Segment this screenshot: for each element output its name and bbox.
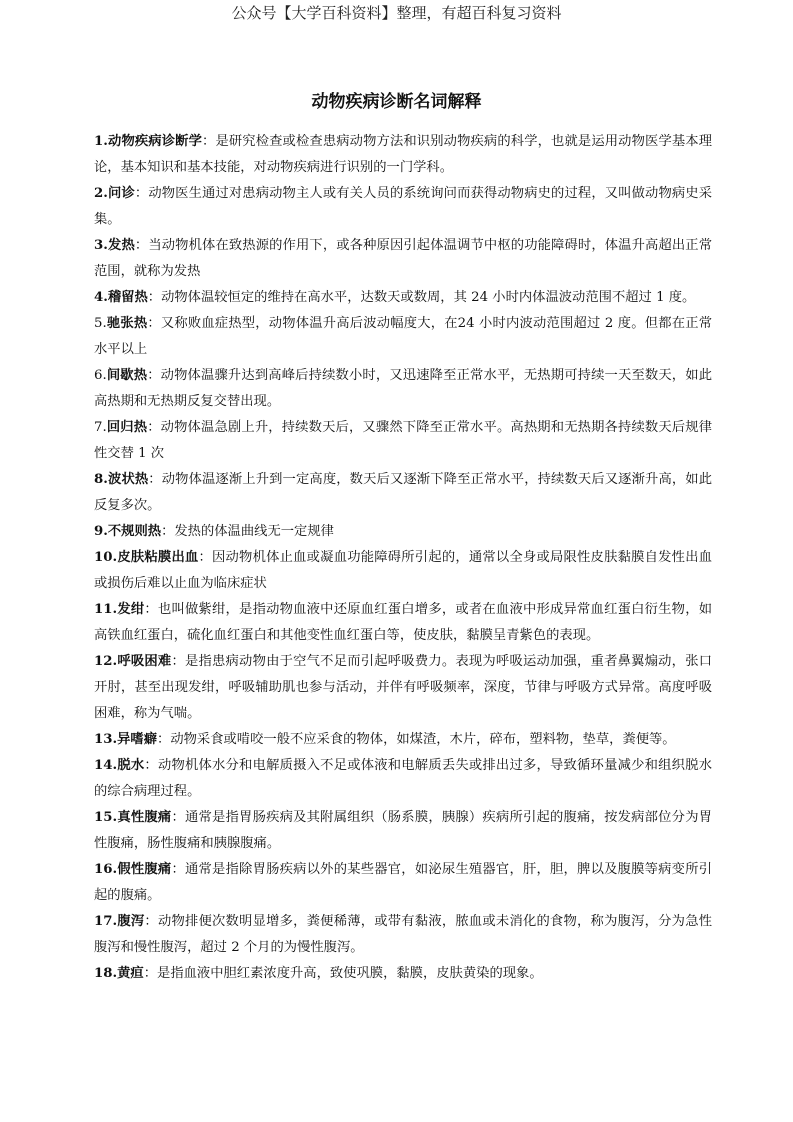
entry-number: 7. [94, 420, 107, 435]
entry-term: 驰张热 [106, 316, 148, 331]
entry-number: 9. [94, 524, 108, 539]
definition-item-17 [94, 909, 712, 961]
entry-term: 异嗜癖 [117, 732, 158, 747]
entry-term: 动物疾病诊断学 [107, 134, 202, 149]
entry-term: 脱水 [117, 758, 145, 773]
entry-definition: 动物体温骤升达到高峰后持续数小时，又迅速降至正常水平，无热期可持续一天至数天，如此高热期和无热期反复交替出现。 [94, 368, 713, 409]
entry-number: 13. [94, 732, 118, 747]
entry-number: 3. [94, 238, 108, 253]
entry-definition: 动物机体水分和电解质摄入不足或体液和电解质丢失或排出过多，导致循环量减少和组织脱水的综合病理过程。 [94, 758, 713, 799]
entry-number: 15. [94, 810, 118, 825]
entry-definition: 是指血液中胆红素浓度升高，致使巩膜，黏膜，皮肤黄染的现象。 [157, 966, 543, 981]
entry-definition: 动物体温急剧上升，持续数天后，又骤然下降至正常水平。高热期和无热期各持续数天后规律性交替 1 次 [94, 420, 713, 461]
entry-number: 16. [94, 862, 118, 877]
entry-term: 回归热 [106, 420, 148, 435]
entry-term: 皮肤粘膜出血 [117, 550, 199, 565]
entry-separator: ： [147, 420, 161, 435]
definition-item-13 [94, 727, 712, 753]
definition-item-8 [94, 467, 712, 519]
entry-definition: 动物排便次数明显增多，粪便稀薄，或带有黏液，脓血或未消化的食物，称为腹泻，分为急性腹泻和慢性腹泻，超过 2 个月的为慢性腹泻。 [94, 914, 713, 955]
entry-number: 10. [94, 550, 118, 565]
entry-definition: 动物医生通过对患病动物主人或有关人员的系统询问而获得动物病史的过程，又叫做动物病史采集。 [94, 186, 713, 227]
entry-term: 波状热 [107, 472, 149, 487]
definition-item-12 [94, 649, 712, 727]
entry-separator: ： [157, 732, 171, 747]
entry-definition: 是指患病动物由于空气不足而引起呼吸费力。表现为呼吸运动加强，重者鼻翼煽动，张口开肘，甚至出现发绀，呼吸辅助肌也参与活动，并伴有呼吸频率，深度，节律与呼吸方式异常。高度呼吸困难，称为气喘。 [94, 654, 713, 721]
entry-number: 11. [94, 602, 118, 617]
entry-definition: 通常是指除胃肠疾病以外的某些器官，如泌尿生殖器官，肝，胆，脾以及腹膜等病变所引起的腹痛。 [94, 862, 713, 903]
entry-number: 4. [94, 290, 108, 305]
definition-item-14 [94, 753, 712, 805]
entry-number: 1. [94, 134, 108, 149]
entry-definition: 又称败血症热型，动物体温升高后波动幅度大，在24 小时内波动范围超过 2 度。但都在正常水平以上 [94, 316, 713, 357]
entry-term: 发热 [107, 238, 135, 253]
entry-definition: 动物体温较恒定的维持在高水平，达数天或数周，其 24 小时内体温波动范围不超过 1 度。 [161, 290, 696, 305]
entry-term: 真性腹痛 [117, 810, 172, 825]
entry-separator: ： [171, 862, 185, 877]
definition-item-3 [94, 233, 712, 285]
entry-separator: ： [202, 134, 216, 149]
definition-item-15 [94, 805, 712, 857]
entry-definition: 动物采食或啃咬一般不应采食的物体，如煤渣，木片，碎布，塑料物，垫草，粪便等。 [170, 732, 676, 747]
entry-definition: 发热的体温曲线无一定规律 [174, 524, 334, 539]
entry-term: 发绀 [117, 602, 145, 617]
entry-separator: ： [171, 810, 185, 825]
entry-number: 6. [94, 368, 107, 383]
entry-term: 不规则热 [107, 524, 162, 539]
entry-term: 呼吸困难 [117, 654, 172, 669]
entry-term: 腹泻 [117, 914, 145, 929]
definition-item-4 [94, 285, 712, 311]
entry-number: 5. [94, 316, 107, 331]
page-title: 动物疾病诊断名词解释 [311, 92, 482, 112]
entry-definition: 因动物机体止血或凝血功能障碍所引起的，通常以全身或局限性皮肤黏膜自发性出血或损伤后难以止血为临床症状 [94, 550, 713, 591]
entry-definition: 也叫做紫绀，是指动物血液中还原血红蛋白增多，或者在血液中形成异常血红蛋白衍生物，如高铁血红蛋白，硫化血红蛋白和其他变性血红蛋白等，使皮肤，黏膜呈青紫色的表现。 [94, 602, 713, 643]
entry-separator: ： [143, 966, 158, 981]
definition-item-7 [94, 415, 712, 467]
definition-item-10 [94, 545, 712, 597]
entry-separator: ： [147, 316, 161, 331]
definition-item-6 [94, 363, 712, 415]
entry-separator: ： [134, 186, 149, 201]
definition-item-5 [94, 311, 712, 363]
definition-item-1 [94, 129, 712, 181]
entry-separator: ： [134, 238, 149, 253]
entry-separator: ： [161, 524, 175, 539]
entry-number: 12. [94, 654, 118, 669]
entry-definition: 当动物机体在致热源的作用下，或各种原因引起体温调节中枢的功能障碍时，体温升高超出正常范围，就称为发热 [94, 238, 713, 279]
entry-separator: ： [147, 290, 162, 305]
entry-number: 18. [94, 966, 118, 981]
definition-item-18 [94, 961, 712, 987]
entry-separator: ： [147, 368, 161, 383]
entry-separator: ： [148, 472, 162, 487]
entry-term: 黄疸 [117, 966, 144, 981]
definition-list [94, 129, 712, 987]
definition-item-2 [94, 181, 712, 233]
definition-item-16 [94, 857, 712, 909]
definition-item-9 [94, 519, 712, 545]
entry-separator: ： [144, 602, 158, 617]
entry-number: 17. [94, 914, 118, 929]
entry-definition: 通常是指胃肠疾病及其附属组织（肠系膜，胰腺）疾病所引起的腹痛，按发病部位分为胃性腹痛，肠性腹痛和胰腺腹痛。 [94, 810, 713, 851]
entry-separator: ： [198, 550, 213, 565]
entry-definition: 动物体温逐渐上升到一定高度，数天后又逐渐下降至正常水平，持续数天后又逐渐升高，如此反复多次。 [94, 472, 713, 513]
entry-number: 2. [94, 186, 108, 201]
entry-separator: ： [171, 654, 185, 669]
entry-term: 假性腹痛 [117, 862, 172, 877]
page-header: 公众号【大学百科资料】整理，有超百科复习资料 [231, 4, 562, 22]
definition-item-11 [94, 597, 712, 649]
entry-separator: ： [144, 914, 158, 929]
entry-separator: ： [144, 758, 158, 773]
entry-definition: 是研究检查或检查患病动物方法和识别动物疾病的科学，也就是运用动物医学基本理论，基本知识和基本技能，对动物疾病进行识别的一门学科。 [94, 134, 713, 175]
entry-number: 8. [94, 472, 108, 487]
entry-term: 间歇热 [106, 368, 148, 383]
entry-term: 问诊 [107, 186, 135, 201]
entry-number: 14. [94, 758, 118, 773]
entry-term: 稽留热 [107, 290, 148, 305]
